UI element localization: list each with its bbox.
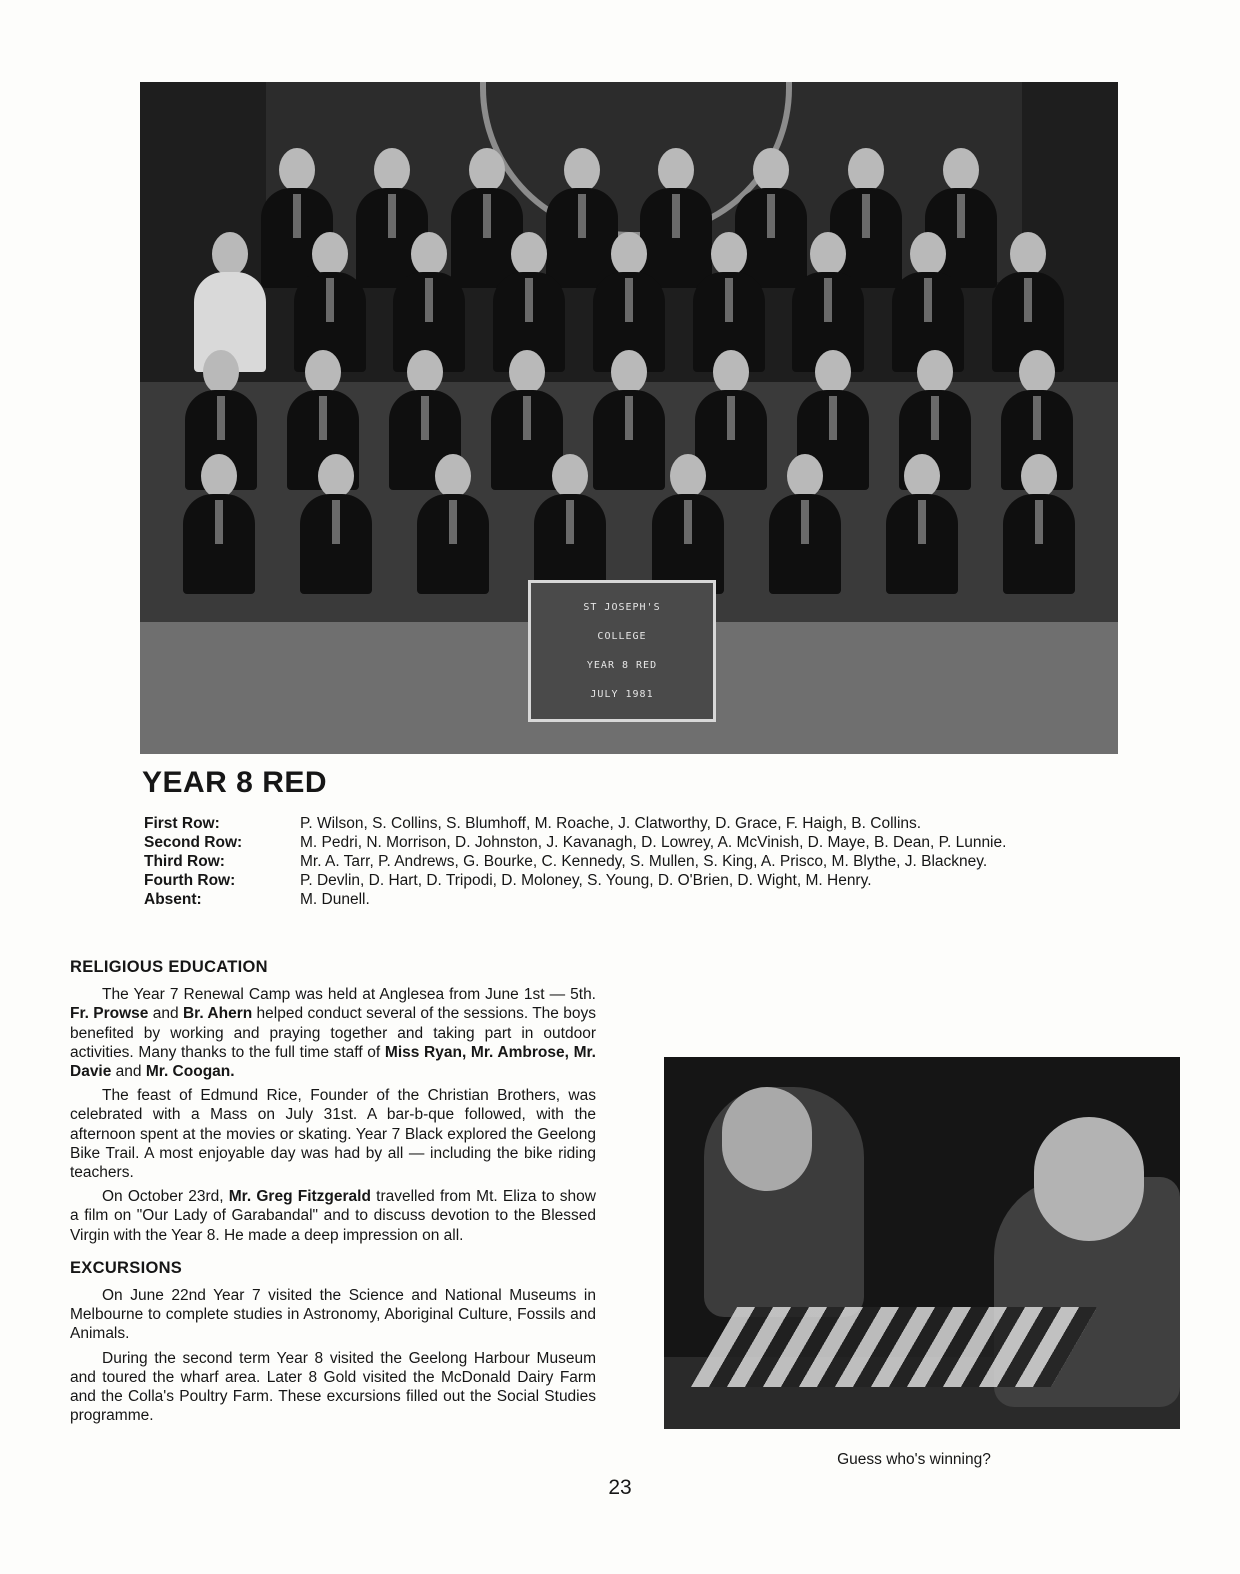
roster-label: Absent: [144, 891, 202, 908]
photo-row-front [140, 454, 1118, 594]
roster-label: Fourth Row: [144, 872, 236, 889]
student-figure [296, 454, 376, 594]
boy-thinking-head [722, 1087, 812, 1191]
chess-photo [664, 1057, 1180, 1429]
class-title: YEAR 8 RED [142, 766, 328, 799]
class-roster [144, 814, 1124, 909]
chess-photo-caption: Guess who's winning? [837, 1451, 991, 1468]
class-name-board [528, 580, 716, 722]
chess-board [691, 1307, 1097, 1387]
boy-smiling-head [1034, 1117, 1144, 1241]
roster-label: First Row: [144, 815, 220, 832]
roster-names: P. Devlin, D. Hart, D. Tripodi, D. Moloney, S. Young, D. O'Brien, D. Wight, M. Henry. [300, 872, 872, 889]
student-figure [413, 454, 493, 594]
religious-education-heading: RELIGIOUS EDUCATION [70, 958, 268, 976]
student-figure [530, 454, 610, 594]
roster-label: Third Row: [144, 853, 225, 870]
roster-names: Mr. A. Tarr, P. Andrews, G. Bourke, C. Kennedy, S. Mullen, S. King, A. Prisco, M. Blythe, J. Blackney. [300, 853, 988, 870]
student-figure [882, 454, 962, 594]
student-figure [999, 454, 1079, 594]
board-line-date: JULY 1981 [590, 689, 654, 700]
religious-education-paragraph: On October 23rd, Mr. Greg Fitzgerald travelled from Mt. Eliza to show a film on "Our Lady of Garabandal" and to discuss devotion to the Blessed Virgin with the Year 8. He made a deep impression on all. [70, 1188, 596, 1244]
roster-row [144, 890, 1124, 909]
roster-row [144, 852, 1124, 871]
roster-label: Second Row: [144, 834, 243, 851]
student-figure [765, 454, 845, 594]
board-line-class: YEAR 8 RED [586, 660, 658, 671]
excursions-paragraph: On June 22nd Year 7 visited the Science and National Museums in Melbourne to complete studies in Astronomy, Aboriginal Culture, Fossils and Animals. [70, 1287, 596, 1343]
religious-education-paragraph: The Year 7 Renewal Camp was held at Anglesea from June 1st — 5th. Fr. Prowse and Br. Ahern helped conduct several of the sessions. The boys benefited by working and praying together and taking part in outdoor activities. Many thanks to the full time staff of Miss Ryan, Mr. Ambrose, Mr. Davie and Mr. Coogan. [70, 986, 596, 1081]
page-number: 23 [608, 1476, 632, 1499]
religious-education-paragraph: The feast of Edmund Rice, Founder of the Christian Brothers, was celebrated with a Mass on July 31st. A bar-b-que followed, with the afternoon spent at the movies or skating. Year 7 Black explored the Geelong Bike Trail. A most enjoyable day was had by all — including the bike riding teachers. [70, 1087, 596, 1182]
excursions-heading: EXCURSIONS [70, 1258, 183, 1277]
roster-row [144, 871, 1124, 890]
board-line-school: ST JOSEPH'S [583, 602, 661, 613]
roster-row [144, 814, 1124, 833]
roster-names: M. Dunell. [300, 891, 370, 908]
class-photo [140, 82, 1118, 754]
student-figure [179, 454, 259, 594]
board-line-college: COLLEGE [597, 631, 647, 642]
student-figure [648, 454, 728, 594]
roster-names: M. Pedri, N. Morrison, D. Johnston, J. Kavanagh, D. Lowrey, A. McVinish, D. Maye, B. Dean, P. Lunnie. [300, 834, 1007, 851]
roster-names: P. Wilson, S. Collins, S. Blumhoff, M. Roache, J. Clatworthy, D. Grace, F. Haigh, B. Collins. [300, 815, 922, 832]
article-column [70, 958, 596, 1430]
excursions-paragraph: During the second term Year 8 visited the Geelong Harbour Museum and toured the wharf area. Later 8 Gold visited the McDonald Dairy Farm and the Colla's Poultry Farm. These excursions filled out the Social Studies programme. [70, 1349, 596, 1425]
roster-row [144, 833, 1124, 852]
